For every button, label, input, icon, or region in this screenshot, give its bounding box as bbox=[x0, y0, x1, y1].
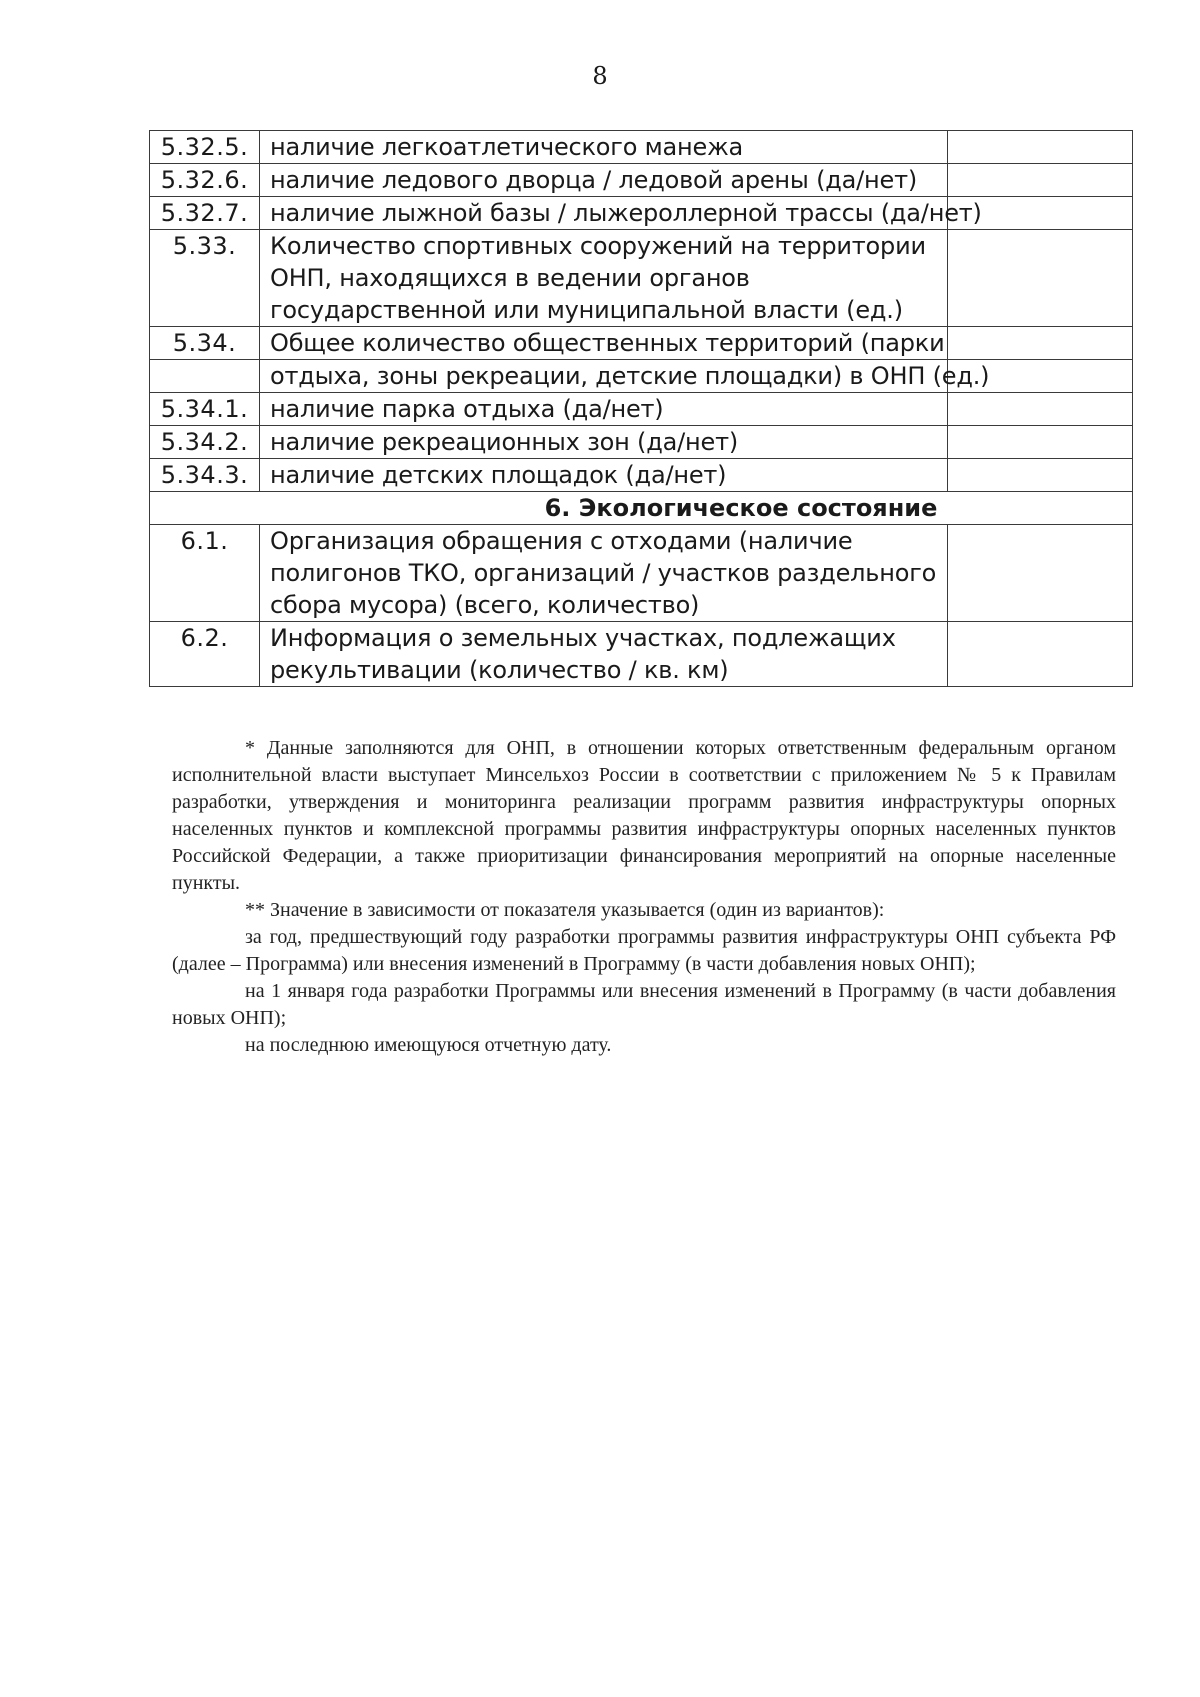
table-row bbox=[150, 426, 1133, 459]
row-value bbox=[948, 459, 1133, 492]
indicator-line: наличие лыжной базы / лыжероллерной трассы (да/нет) bbox=[270, 199, 982, 227]
table-row bbox=[150, 622, 1133, 687]
indicator-line: государственной или муниципальной власти (ед.) bbox=[270, 296, 903, 324]
indicator-line: рекультивации (количество / кв. км) bbox=[270, 656, 729, 684]
indicators-table bbox=[149, 130, 1133, 687]
indicators-table-container bbox=[149, 130, 1133, 687]
row-indicator bbox=[260, 197, 982, 230]
row-indicator bbox=[260, 393, 948, 426]
row-number: 5.32.5. bbox=[150, 131, 260, 164]
row-number: 5.34.2. bbox=[150, 426, 260, 459]
row-indicator bbox=[260, 525, 948, 622]
footnote-2-option-1: за год, предшествующий году разработки программы развития инфраструктуры ОНП субъекта РФ (далее – Программа) или внесения изменений в Программу (в части добавления новых ОНП); bbox=[172, 926, 1116, 975]
row-number: 6.1. bbox=[150, 525, 260, 622]
row-number: 5.32.7. bbox=[150, 197, 260, 230]
row-indicator bbox=[260, 327, 948, 360]
indicator-line: наличие рекреационных зон (да/нет) bbox=[270, 428, 739, 456]
section-row bbox=[150, 492, 1133, 525]
row-indicator bbox=[260, 426, 948, 459]
footnotes bbox=[172, 735, 1116, 1059]
indicator-line: наличие детских площадок (да/нет) bbox=[270, 461, 727, 489]
row-number: 5.32.6. bbox=[150, 164, 260, 197]
row-number: 5.33. bbox=[150, 230, 260, 327]
indicator-line: наличие парка отдыха (да/нет) bbox=[270, 395, 664, 423]
indicator-line: Общее количество общественных территорий (парки bbox=[270, 329, 945, 357]
row-number: 5.34.1. bbox=[150, 393, 260, 426]
indicator-line: Информация о земельных участках, подлежащих bbox=[270, 624, 896, 652]
table-row bbox=[150, 230, 1133, 327]
indicator-line: ОНП, находящихся в ведении органов bbox=[270, 264, 750, 292]
row-value bbox=[948, 525, 1133, 622]
indicator-line: Количество спортивных сооружений на территории bbox=[270, 232, 926, 260]
indicator-line: отдыха, зоны рекреации, детские площадки) в ОНП (ед.) bbox=[270, 362, 990, 390]
table-body bbox=[150, 131, 1133, 687]
section-title: 6. Экологическое состояние bbox=[150, 492, 1133, 525]
indicator-line: наличие ледового дворца / ледовой арены (да/нет) bbox=[270, 166, 918, 194]
row-indicator bbox=[260, 131, 948, 164]
row-number: 5.34.3. bbox=[150, 459, 260, 492]
table-row bbox=[150, 525, 1133, 622]
row-value bbox=[948, 164, 1133, 197]
row-value bbox=[948, 393, 1133, 426]
table-row bbox=[150, 197, 1133, 230]
indicator-line: сбора мусора) (всего, количество) bbox=[270, 591, 700, 619]
table-row bbox=[150, 327, 1133, 360]
row-value bbox=[948, 230, 1133, 327]
row-indicator bbox=[260, 459, 948, 492]
row-indicator bbox=[260, 360, 990, 393]
indicator-line: Организация обращения с отходами (наличие bbox=[270, 527, 853, 555]
table-row bbox=[150, 360, 1133, 393]
row-number: 5.34. bbox=[150, 327, 260, 360]
row-value bbox=[948, 426, 1133, 459]
row-indicator bbox=[260, 622, 948, 687]
page-number: 8 bbox=[592, 62, 608, 90]
indicator-line: полигонов ТКО, организаций / участков раздельного bbox=[270, 559, 937, 587]
footnote-1: * Данные заполняются для ОНП, в отношении которых ответственным федеральным органом исполнительной власти выступает Минсельхоз России в соответствии с приложением № 5 к Правилам разработки, утверждения и мониторинга реализации программ развития инфраструктуры опорных населенных пунктов и комплексной программы развития инфраструктуры опорных населенных пунктов Российской Федерации, а также приоритизации финансирования мероприятий на опорные населенные пункты. bbox=[172, 737, 1116, 894]
row-value bbox=[948, 131, 1133, 164]
row-indicator bbox=[260, 164, 948, 197]
row-number bbox=[150, 360, 260, 393]
table-row bbox=[150, 164, 1133, 197]
footnote-2-option-2: на 1 января года разработки Программы или внесения изменений в Программу (в части добавления новых ОНП); bbox=[172, 980, 1116, 1029]
table-row bbox=[150, 393, 1133, 426]
row-number: 6.2. bbox=[150, 622, 260, 687]
footnote-2: ** Значение в зависимости от показателя указывается (один из вариантов): bbox=[245, 899, 885, 921]
table-row bbox=[150, 459, 1133, 492]
row-value bbox=[948, 327, 1133, 360]
footnote-2-option-3: на последнюю имеющуюся отчетную дату. bbox=[245, 1034, 612, 1056]
row-indicator bbox=[260, 230, 948, 327]
row-value bbox=[948, 622, 1133, 687]
table-row bbox=[150, 131, 1133, 164]
indicator-line: наличие легкоатлетического манежа bbox=[270, 133, 744, 161]
